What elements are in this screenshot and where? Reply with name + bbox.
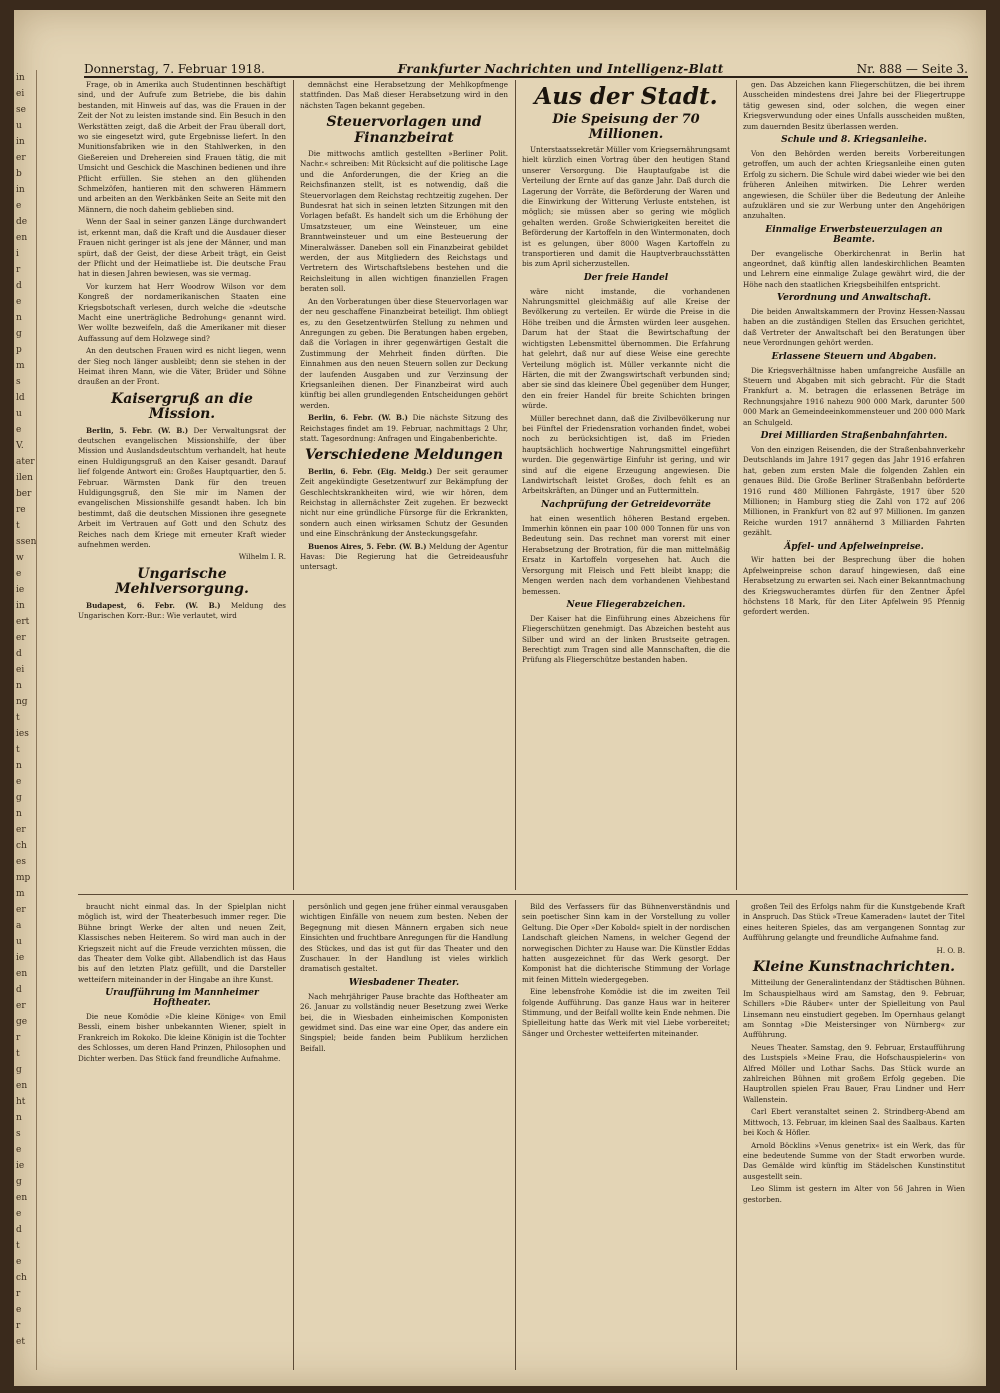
- prevpage-fragment: n: [16, 809, 22, 819]
- prevpage-fragment: r: [16, 1033, 21, 1043]
- prevpage-fragment: ei: [16, 89, 25, 99]
- newspaper-page: [14, 10, 986, 1386]
- header-page-number: Nr. 888 — Seite 3.: [856, 62, 968, 76]
- prevpage-fragment: e: [16, 1305, 22, 1315]
- prevpage-fragment: es: [16, 857, 26, 867]
- anwalt-headline: Verordnung und Anwaltschaft.: [777, 293, 931, 304]
- column-rule: [293, 900, 294, 1370]
- prevpage-fragment: t: [16, 745, 20, 755]
- article-paragraph: gen. Das Abzeichen kann Fliegerschützen, die bei ihrem Ausscheiden mindestens drei Jahre bei der Fliegertruppe tätig gewesen sind, oder solchen, die wegen einer Kriegsverwundung oder eines Unfalls ausscheiden mußten, zum dauernden Besitz überlassen werden.: [743, 80, 965, 131]
- prevpage-fragment: b: [16, 169, 22, 179]
- article-paragraph: hat einen wesentlich höheren Bestand ergeben. Immerhin können ein paar 100 000 Tonnen für uns von Bedeutung sein. Das rechnet man vorerst mit einer Herabsetzung der Brotration, für die man mittelmäßig Ersatz in Kartoffeln vorgesehen hat. Auch die Versorgung mit Fleisch und Fett bleibt knapp; die Mengen werden nach dem vorhandenen Viehbestand bemessen.: [522, 513, 730, 596]
- flieger-headline: Neue Fliegerabzeichen.: [566, 599, 686, 610]
- prevpage-fragment: ilen: [16, 473, 33, 483]
- article-paragraph: Nach mehrjähriger Pause brachte das Hoftheater am 26. Januar zu vollständig neuer Besetzung zwei Werke bei, die in Wiesbaden einheimischen Komponisten gewidmet sind. Das eine war eine Oper, das andere ein Singspiel; beide fanden beim Publikum herzlichen Beifall.: [300, 991, 508, 1053]
- mehl-headline: Ungarische Mehlversorgung.: [115, 565, 249, 598]
- prevpage-fragment: e: [16, 1257, 22, 1267]
- article-paragraph: Mitteilung der Generalintendanz der Städtischen Bühnen. Im Schauspielhaus wird am Samstag, den 9. Februar, Schillers »Die Räuber« unter der Spielleitung von Paul Linsemann neu einstudiert gegeben. Im Opernhaus gelangt am Sonntag »Die Meistersinger von Nürnberg« zur Aufführung.: [743, 978, 965, 1040]
- page-header: [84, 54, 968, 78]
- column-3: [522, 80, 730, 890]
- article-paragraph: Leo Slimm ist gestern im Alter von 56 Jahren in Wien gestorben.: [743, 1184, 965, 1204]
- prevpage-fragment: d: [16, 649, 22, 659]
- prevpage-fragment: en: [16, 969, 28, 979]
- prevpage-fragment: u: [16, 409, 22, 419]
- prevpage-fragment: ber: [16, 489, 32, 499]
- prevpage-fragment: e: [16, 569, 22, 579]
- schule-headline: Schule und 8. Kriegsanleihe.: [781, 135, 927, 146]
- feuilleton-column-2: [300, 902, 508, 1367]
- column-rule: [736, 80, 737, 890]
- prevpage-fragment: er: [16, 153, 26, 163]
- prevpage-fragment: ei: [16, 665, 25, 675]
- article-text: Der Verwaltungsrat der deutschen evangelischen Missionshilfe, der über Mission und Auslandsdeutschtum verhandelt, hat heute einen Huldigungsgruß an den Kaiser gesandt. Darauf lief folgende Antwort ein: Großes Hauptquartier, den 5. Februar. Wärmsten Dank für den treuen Huldigungsgruß, den Sie mir im Namen der evangelischen Missionshilfe gesandt haben. Ich bin bestimmt, daß die deutschen Missionen ihre gesegnete Arbeit im Vertrauen auf Gott und den Schutz des Reiches nach dem Kriege mit erneuter Kraft wieder aufnehmen werden.: [78, 425, 286, 550]
- prevpage-fragment: g: [16, 1065, 22, 1075]
- article-paragraph: Die neue Komödie »Die kleine Könige« von Emil Bessli, einem bisher unbekannten Wiener, spielt in Frankreich im Rokoko. Die kleine Königin ist die Tochter des Schlosses, um deren Hand Prinzen, Philosophen und Dichter werben. Das Stück fand freundliche Aufnahme.: [78, 1012, 286, 1063]
- prevpage-fragment: d: [16, 281, 22, 291]
- prevpage-fragment: in: [16, 185, 25, 195]
- prevpage-fragment: s: [16, 377, 21, 387]
- prevpage-fragment: er: [16, 633, 26, 643]
- prevpage-fragment: m: [16, 889, 25, 899]
- article-text: Der seit geraumer Zeit angekündigte Gesetzentwurf zur Bekämpfung der Geschlechtskrankheiten wird, wie wir hören, dem Reichstag in allernächster Zeit zugehen. Er bezweckt nicht nur eine gründliche Fürsorge für die Erkrankten, sondern auch einen wirksamen Schutz der Gesunden und eine Einschränkung der Ansteckungsgefahr.: [300, 466, 508, 539]
- erwerb-headline: Einmalige Erwerbsteuerzulagen an Beamte.: [765, 224, 943, 245]
- header-date: Donnerstag, 7. Februar 1918.: [84, 62, 265, 76]
- column-4: [743, 80, 965, 890]
- article-paragraph: Wenn der Saal in seiner ganzen Länge durchwandert ist, erkennt man, daß die Kraft und die Ausdauer dieser Frauen nicht geringer ist als jene der Männer, und man spürt, daß der Geist, der diese Arbeit trägt, ein Geist der Pflicht und der Heimatliebe ist. Die deutsche Frau hat in diesen Jahren bewiesen, was sie vermag.: [78, 217, 286, 279]
- article-paragraph: demnächst eine Herabsetzung der Mehlkopfmenge stattfinden. Das Maß dieser Herabsetzung wird in den nächsten Tagen bekannt gegeben.: [300, 80, 508, 110]
- header-paper-title: Frankfurter Nachrichten und Intelligenz-Blatt: [397, 62, 724, 76]
- feuilleton-column-1: [78, 902, 286, 1367]
- column-rule: [736, 900, 737, 1370]
- article-text: Meldung des Ungarischen Korr.-Bur.: Wie verlautet, wird: [78, 600, 286, 621]
- prevpage-fragment: e: [16, 1145, 22, 1155]
- prevpage-fragment: g: [16, 793, 22, 803]
- prevpage-fragment: i: [16, 249, 19, 259]
- prevpage-fragment: s: [16, 1129, 21, 1139]
- article-paragraph: Frage, ob in Amerika auch Studentinnen beschäftigt sind, und der Aufrufe zum Betriebe, die bis dahin bestanden, mit Hinweis auf das, was die Frauen in der Zeit der Not zu leisten imstande sind. Ein Besuch in den Werkstätten zeigt, daß die Arbeit der Frau überall dort, wo sie eingesetzt wird, gute Ergebnisse liefert. In den Munitionsfabriken wie in den Stahlwerken, in den Gießereien und Drehereien sind Frauen tätig, die mit Umsicht und Geschick die Maschinen bedienen und ihre Pflicht erfüllen. Sie stehen an den glühenden Schmelzöfen, hantieren mit den schweren Hämmern und arbeiten an den Werkbänken Seite an Seite mit den Männern, die noch daheim geblieben sind.: [78, 80, 286, 214]
- prevpage-fragment: re: [16, 505, 26, 515]
- article-paragraph: großen Teil des Erfolgs nahm für die Kunstgebende Kraft in Anspruch. Das Stück »Treue Kameraden« lautet der Titel eines heiteren Spieles, das am vergangenen Sonntag zur Aufführung gelangte und freundliche Aufnahme fand.: [743, 902, 965, 943]
- strassenbahn-headline: Drei Milliarden Straßenbahnfahrten.: [760, 431, 948, 442]
- article-paragraph: Von den Behörden werden bereits Vorbereitungen getroffen, um auch der achten Kriegsanleihe einen guten Erfolg zu sichern. Die Schule wird dabei wieder wie bei den früheren Anleihen mitwirken. Die Lehrer werden angewiesen, die Schüler über die Bedeutung der Anleihe aufzuklären und sie zur Werbung unter den Angehörigen anzuhalten.: [743, 148, 965, 221]
- prevpage-fragment: n: [16, 1113, 22, 1123]
- prevpage-fragment: w: [16, 553, 24, 563]
- prevpage-fragment: en: [16, 1081, 28, 1091]
- prevpage-fragment: n: [16, 681, 22, 691]
- article-paragraph: Vor kurzem hat Herr Woodrow Wilson vor dem Kongreß der nordamerikanischen Staaten eine Kriegsbotschaft verlesen, durch welche die »deutsche Macht eine unerträgliche Bedrohung« genannt wird. Wer wollte bezweifeln, daß die Amerikaner mit dieser Auffassung auf dem Holzwege sind?: [78, 281, 286, 343]
- article-paragraph: Wir hatten bei der Besprechung über die hohen Apfelweinpreise schon darauf hingewiesen, daß eine Herabsetzung zu erwarten sei. Nach einer Bekanntmachung des Kriegswucheramtes dürfen für den Zentner Äpfel höchstens 18 Mark, für den Liter Apfelwein 95 Pfennig gefordert werden.: [743, 555, 965, 617]
- apfel-headline: Äpfel- und Apfelweinpreise.: [784, 541, 924, 552]
- prevpage-fragment: er: [16, 825, 26, 835]
- prevpage-fragment: ert: [16, 617, 30, 627]
- column-2: [300, 80, 508, 890]
- article-paragraph: persönlich und gegen jene früher einmal verausgaben wichtigen Einfälle von neuem zum besten. Neben der Begegnung mit diesen Männern ergaben sich neue Einsichten und fruchtbare Anregungen für die Handlung des Stückes, und das ist gut für das Theater und den Zuschauer. In der Handlung ist vieles wirklich dramatisch gestaltet.: [300, 902, 508, 974]
- column-1: [78, 80, 286, 890]
- prevpage-fragment: r: [16, 1321, 21, 1331]
- signature: Wilhelm I. R.: [238, 552, 286, 562]
- article-paragraph: Müller berechnet dann, daß die Zivilbevölkerung nur bei Fünftel der Friedensration vorhanden findet, wobei noch zu berücksichtigen ist, daß im Frieden hauptsächlich hochwertige Nahrungsmittel eingeführt wurden. Die gegenwärtige Einfuhr ist gering, und wir sind auf die eigene Erzeugung angewiesen. Die Landwirtschaft leistet Großes, doch fehlt es an Arbeitskräften, an Dünger und an Futtermitteln.: [522, 413, 730, 496]
- prevpage-fragment: en: [16, 233, 28, 243]
- article-paragraph: wäre nicht imstande, die vorhandenen Nahrungsmittel gleichmäßig auf alle Kreise der Bevölkerung zu verteilen. Er würde die Preise in die Höhe treiben und die Ärmsten würden leer ausgehen. Darum hat der Staat die Bewirtschaftung der wichtigsten Lebensmittel übernommen. Die Erfahrung hat gelehrt, daß nur auf diese Weise eine gerechte Verteilung möglich ist. Müller verkannte nicht die Härten, die mit der Zwangswirtschaft verbunden sind; aber sie sind das kleinere Übel gegenüber dem Hunger, den ein freier Handel für breite Schichten bringen würde.: [522, 286, 730, 411]
- kaiser-headline: Kaisergruß an die Mission.: [111, 390, 253, 423]
- article-subtitle: Die Speisung der 70 Millionen.: [552, 112, 700, 142]
- article-paragraph: braucht nicht einmal das. In der Spielplan nicht möglich ist, wird der Theaterbesuch immer reger. Die Bühne bringt Werke der alten und neuen Zeit, Klassisches neben Heiterem. So wird man auch in der Kriegszeit nicht auf die Freude verzichten müssen, die das Theater dem Volke gibt. Allabendlich ist das Haus bis auf den letzten Platz gefüllt, und die Darsteller wetteifern miteinander in der Hingabe an ihre Kunst.: [78, 902, 286, 984]
- prevpage-fragment: se: [16, 105, 26, 115]
- article-paragraph: An den deutschen Frauen wird es nicht liegen, wenn der Sieg noch länger ausbleibt; denn sie stehen in der Heimat ihren Mann, wie die Väter, Brüder und Söhne draußen an der Front.: [78, 346, 286, 387]
- prevpage-fragment: ie: [16, 953, 25, 963]
- kunstnachrichten-headline: Kleine Kunstnachrichten.: [752, 959, 955, 976]
- section-divider: [78, 894, 968, 895]
- article-paragraph: Der Kaiser hat die Einführung eines Abzeichens für Fliegerschützen genehmigt. Das Abzeichen besteht aus Silber und wird an der linken Brustseite getragen. Berechtigt zum Tragen sind alle Mannschaften, die die Prüfung als Fliegerschütze bestanden haben.: [522, 613, 730, 665]
- prevpage-fragment: er: [16, 905, 26, 915]
- prevpage-fragment: ater: [16, 457, 35, 467]
- dateline: Buenos Aires, 5. Febr. (W. B.): [308, 541, 427, 551]
- wiesbaden-headline: Wiesbadener Theater.: [348, 977, 460, 988]
- prevpage-fragment: t: [16, 1049, 20, 1059]
- prevpage-fragment: r: [16, 265, 21, 275]
- prevpage-fragment: e: [16, 297, 22, 307]
- previous-page-edge: [14, 70, 37, 1370]
- prevpage-fragment: er: [16, 1001, 26, 1011]
- prevpage-fragment: n: [16, 313, 22, 323]
- prevpage-fragment: p: [16, 345, 22, 355]
- prevpage-fragment: in: [16, 137, 25, 147]
- article-paragraph: Neues Theater. Samstag, den 9. Februar, Erstaufführung des Lustspiels »Meine Frau, die Hofschauspielerin« von Alfred Möller und Lothar Sachs. Das Stück wurde an zahlreichen Bühnen mit großem Erfolg gegeben. Die Hauptrollen spielen Frau Bauer, Frau Lindner und Herr Wallenstein.: [743, 1042, 965, 1104]
- prevpage-fragment: r: [16, 1289, 21, 1299]
- prevpage-fragment: ht: [16, 1097, 26, 1107]
- article-paragraph: Die mittwochs amtlich gestellten »Berliner Polit. Nachr.« schreiben: Mit Rücksicht auf die politische Lage und die Anforderungen, die der Krieg an die Reichsfinanzen stellt, ist es notwendig, daß die Steuervorlagen dem Reichstag rechtzeitig zugehen. Der Bundesrat hat sich in seinen letzten Sitzungen mit den Vorlagen befaßt. Es handelt sich um die Erhöhung der Umsatzsteuer, um eine Weinsteuer, um eine Branntweinsteuer und um eine Besteuerung der Mineralwässer. Daneben soll ein Finanzbeirat gebildet werden, der aus Mitgliedern des Reichstags und Vertretern des Wirtschaftslebens bestehen und die Reichsleitung in allen wichtigen finanziellen Fragen beraten soll.: [300, 149, 508, 294]
- dateline: Berlin, 5. Febr. (W. B.): [86, 425, 189, 435]
- column-rule: [293, 80, 294, 890]
- dateline: Budapest, 6. Febr. (W. B.): [86, 600, 221, 610]
- prevpage-fragment: g: [16, 1177, 22, 1187]
- article-text: Die nächste Sitzung des Reichstages findet am 19. Februar, nachmittags 2 Uhr, statt. Tagesordnung: Anfragen und Eingabenberichte.: [300, 413, 508, 443]
- prevpage-fragment: ge: [16, 1017, 28, 1027]
- mannheim-headline: Uraufführung im Mannheimer Hoftheater.: [105, 988, 259, 1009]
- prevpage-fragment: ng: [16, 697, 28, 707]
- getreide-headline: Nachprüfung der Getreidevorräte: [541, 499, 711, 510]
- prevpage-fragment: e: [16, 777, 22, 787]
- versch-headline: Verschiedene Meldungen: [304, 447, 504, 464]
- prevpage-fragment: u: [16, 937, 22, 947]
- prevpage-fragment: t: [16, 1241, 20, 1251]
- dateline: Berlin, 6. Febr. (W. B.): [308, 413, 408, 423]
- signature: H. O. B.: [936, 945, 965, 955]
- feuilleton-column-3: [522, 902, 730, 1367]
- prevpage-fragment: ies: [16, 729, 29, 739]
- prevpage-fragment: g: [16, 329, 22, 339]
- article-paragraph: Unterstaatssekretär Müller vom Kriegsernährungsamt hielt kürzlich einen Vortrag über den heutigen Stand unserer Versorgung. Die Hauptaufgabe ist die Verteilung der Ernte auf das ganze Jahr. Daß durch die Lagerung der Vorräte, die Beförderung der Waren und die Einwirkung der Witterung Verluste entstehen, ist möglich; sie müssen aber so gering wie möglich gehalten werden. Große Schwierigkeiten bereitet die Beförderung der Kartoffeln in den Wintermonaten, doch ist es gelungen, über 8000 Wagen Kartoffeln zu transportieren und damit die Hauptverbrauchsstätten bis zum April sicherzustellen.: [522, 144, 730, 269]
- prevpage-fragment: in: [16, 601, 25, 611]
- prevpage-fragment: t: [16, 713, 20, 723]
- prevpage-fragment: ld: [16, 393, 25, 403]
- prevpage-fragment: de: [16, 217, 28, 227]
- prevpage-fragment: ie: [16, 585, 25, 595]
- prevpage-fragment: d: [16, 1225, 22, 1235]
- dateline: Berlin, 6. Febr. (Eig. Meldg.): [308, 466, 433, 476]
- prevpage-fragment: ch: [16, 841, 27, 851]
- prevpage-fragment: m: [16, 361, 25, 371]
- handel-headline: Der freie Handel: [583, 272, 669, 283]
- article-paragraph: An den Vorberatungen über diese Steuervorlagen war der neu geschaffene Finanzbeirat beteiligt. Ihm obliegt es, zu den Gesetzentwürfen Stellung zu nehmen und Anregungen zu geben. Die Beratungen haben ergeben, daß die Vorlagen in ihrer gegenwärtigen Gestalt die Zustimmung der Mehrheit finden dürften. Die Einnahmen aus den neuen Steuern sollen zur Deckung der laufenden Ausgaben und zur Verzinsung der Kriegsanleihen dienen. Der Finanzbeirat wird auch künftig bei allen grundlegenden Entscheidungen gehört werden.: [300, 296, 508, 410]
- prevpage-fragment: ie: [16, 1161, 25, 1171]
- column-rule: [515, 900, 516, 1370]
- article-paragraph: Carl Ebert veranstaltet seinen 2. Strindberg-Abend am Mittwoch, 13. Februar, im kleinen Saal des Saalbaus. Karten bei Koch & Höfler.: [743, 1107, 965, 1138]
- steuern-headline: Erlassene Steuern und Abgaben.: [771, 351, 937, 362]
- prevpage-fragment: u: [16, 121, 22, 131]
- prevpage-fragment: et: [16, 1337, 25, 1347]
- article-paragraph: Der evangelische Oberkirchenrat in Berlin hat angeordnet, daß künftig allen landeskirchlichen Beamten und Lehrern eine einmalige Zulage gewährt wird, die der Höhe nach den staatlichen Kriegsbeihilfen entspricht.: [743, 248, 965, 289]
- prevpage-fragment: e: [16, 1209, 22, 1219]
- prevpage-fragment: e: [16, 425, 22, 435]
- article-paragraph: Bild des Verfassers für das Bühnenverständnis und sein poetischer Sinn kam in der Vorstellung zu voller Geltung. Die Oper »Der Kobold« spielt in der nordischen Landschaft gleichen Namens, in welcher Gegend der norwegischen Dichter zu Hause war. Die Künstler Eddas hatten ausgezeichnet für das Werk gesorgt. Der Komponist hat die dichterische Stimmung der Vorlage mit feinen Mitteln wiedergegeben.: [522, 902, 730, 984]
- prevpage-fragment: en: [16, 1193, 28, 1203]
- article-paragraph: Von den einzigen Reisenden, die der Straßenbahnverkehr Deutschlands im Jahre 1917 gegen das Jahr 1916 erfahren hat, geben zum ersten Male die folgenden Zahlen ein genaues Bild. Die Große Berliner Straßenbahn beförderte 1916 rund 480 Millionen Fahrgäste, 1917 über 520 Millionen; in Hamburg stieg die Zahl von 172 auf 206 Millionen, in Frankfurt von 82 auf 97 Millionen. Im ganzen Reiche wurden 1917 annähernd 3 Milliarden Fahrten gezählt.: [743, 444, 965, 538]
- prevpage-fragment: d: [16, 985, 22, 995]
- prevpage-fragment: ssen: [16, 537, 37, 547]
- prevpage-fragment: t: [16, 521, 20, 531]
- article-paragraph: Die Kriegsverhältnisse haben umfangreiche Ausfälle an Steuern und Abgaben mit sich gebracht. Für die Stadt Frankfurt a. M. betragen die erlassenen Beträge im Rechnungsjahre 1916 nahezu 900 000 Mark, darunter 500 000 Mark an Gemeindeeinkommensteuer und 200 000 Mark an Schulgeld.: [743, 365, 965, 427]
- section-title: Aus der Stadt.: [534, 83, 718, 110]
- prevpage-fragment: V.: [16, 441, 24, 451]
- prevpage-fragment: in: [16, 73, 25, 83]
- column-rule: [515, 80, 516, 890]
- feuilleton-column-4: [743, 902, 965, 1367]
- prevpage-fragment: ch: [16, 1273, 27, 1283]
- article-paragraph: Arnold Böcklins »Venus genetrix« ist ein Werk, das für eine bedeutende Summe von der Stadt erworben wurde. Das Gemälde wird künftig im Städelschen Kunstinstitut ausgestellt sein.: [743, 1140, 965, 1181]
- prevpage-fragment: a: [16, 921, 22, 931]
- article-paragraph: Eine lebensfrohe Komödie ist die im zweiten Teil folgende Aufführung. Das ganze Haus war in heiterer Stimmung, und der Beifall wollte kein Ende nehmen. Die Spielleitung hatte das Werk mit viel Liebe vorbereitet; Sänger und Orchester wetteiferten miteinander.: [522, 987, 730, 1038]
- prevpage-fragment: e: [16, 201, 22, 211]
- article-paragraph: Die beiden Anwaltskammern der Provinz Hessen-Nassau haben an die zuständigen Stellen das Ersuchen gerichtet, daß Vertreter der Anwaltschaft bei den Beratungen über neue Verordnungen gehört werden.: [743, 307, 965, 348]
- prevpage-fragment: mp: [16, 873, 31, 883]
- steuer-headline: Steuervorlagen und Finanzbeirat: [326, 114, 482, 146]
- article-text: Meldung der Agentur Havas: Die Regierung hat die Getreideausfuhr untersagt.: [300, 541, 508, 572]
- prevpage-fragment: n: [16, 761, 22, 771]
